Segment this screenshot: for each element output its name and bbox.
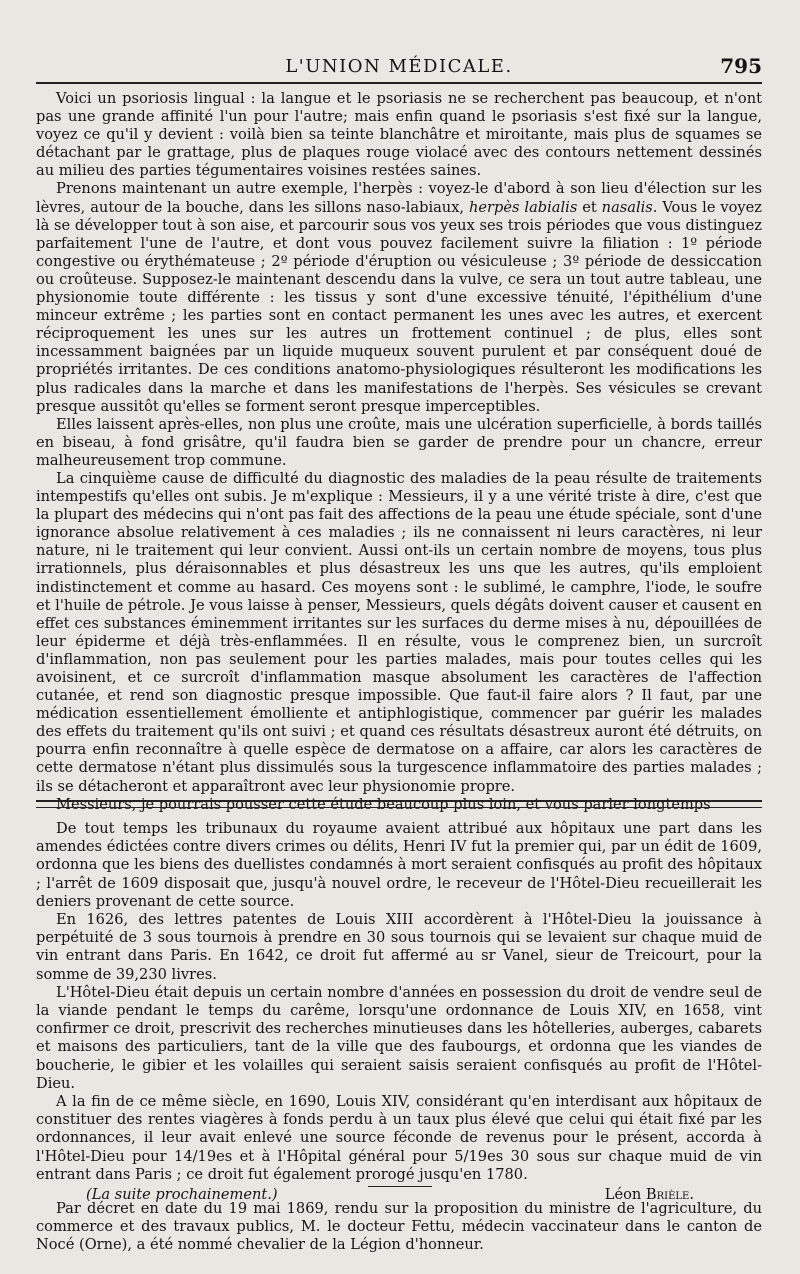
paragraph-hotel-dieu: L'Hôtel-Dieu était depuis un certain nombre d'années en possession du droit de vendre seul de la viande pendant le temps du carême, lorsqu'une ordonnance de Louis XIV, en 1658, vint confirmer ce droit, prescrivit des recherches minutieuses dans les hôtelleries, auberges, cabarets et maisons des particuliers, tant de la ville que des faubourgs, et ordonna que les viandes de boucherie, le gibier et les volailles qui seraient saisis seraient confisqués au profit de l'Hôtel-Dieu. <box>36 983 762 1092</box>
paragraph-messieurs: Messieurs, je pourrais pousser cette étude beaucoup plus loin, et vous parler longtemps <box>56 795 711 813</box>
herpes-text-b: Vous le voyez là se développer tout à son aise, et parcourir sous vos yeux ses trois périodes que vous distinguez parfaitement l'une de l'autre, et dont vous pouvez facilement suivre la filiation : 1º période congestive ou érythémateuse ; 2º période d'éruption ou vésiculeuse ; 3º période de dessiccation ou croûteuse. Supposez-le maintenant descendu dans la vulve, ce sera un tout autre tableau, une physionomie toute différente : les tissus y sont d'une excessive ténuité, l'épithélium d'une minceur extrême ; les parties sont en contact permanent les unes avec les autres, et exercent réciproquement les unes sur les autres un frottement continuel ; de plus, elles sont incessamment baignées par un liquide muqueux souvent purulent et par conséquent doué de propriétés irritantes. De ces conditions anatomo-physiologiques résulteront les modifications les plus radicales dans la marche et dans les manifestations de l'herpès. Ses vésicules se crevant presque aussitôt qu'elles se forment seront presque imperceptibles. <box>36 198 762 415</box>
paragraph-tribunaux: De tout temps les tribunaux du royaume avaient attribué aux hôpitaux une part dans les amendes édictées contre divers crimes ou délits, Henri IV fut la premier qui, par un édit de 1609, ordonna que les biens des duellistes condamnés à mort seraient confisqués au profit des hôpitaux ; l'arrêt de 1609 disposait que, jusqu'à nouvel ordre, le receveur de l'Hôtel-Dieu recueillerait les deniers provenant de cette source. <box>36 820 762 910</box>
feuilleton-divider <box>36 800 762 808</box>
paragraph-herpes <box>36 180 762 415</box>
paragraph-ulceration: Elles laissent après-elles, non plus une croûte, mais une ulcération superficielle, à bords taillés en biseau, à fond grisâtre, qu'il faudra bien se garder de prendre pour un chancre, erreur malheureusement trop commune. <box>36 415 762 469</box>
nasalis-term: nasalis. <box>601 198 658 216</box>
paragraph-1626: En 1626, des lettres patentes de Louis XIII accordèrent à l'Hôtel-Dieu la jouissance à perpétuité de 3 sous tournois à prendre en 30 sous tournois qui se levaient sur chaque muid de vin entrant dans Paris. En 1642, ce droit fut affermé au sr Vanel, sieur de Treicourt, pour la somme de 39,230 livres. <box>36 911 762 983</box>
paragraph-psoriasis: Voici un psoriosis lingual : la langue et le psoriasis ne se recherchent pas beaucoup, et n'ont pas une grande affinité l'un pour l'autre; mais enfin quand le psoriasis s'est fixé sur la langue, voyez ce qu'il y devient : voilà bien sa teinte blanchâtre et miroitante, mais plus de squames se détachant par le grattage, plus de plaques rouge violacé avec des contours nettement dessinés au milieu des parties tégumentaires voisines restées saines. <box>36 90 762 180</box>
header-rule <box>36 82 762 84</box>
herpes-et: et <box>577 198 602 216</box>
feuilleton-article <box>36 820 762 1206</box>
page-number: 795 <box>720 54 762 78</box>
paragraph-decret: Par décret en date du 19 mai 1869, rendu sur la proposition du ministre de l'agriculture, du commerce et des travaux publics, M. le docteur Fettu, médecin vaccinateur dans le canton de Nocé (Orne), a été nommé chevalier de la Légion d'honneur. <box>36 1200 762 1254</box>
page-header <box>36 52 762 82</box>
suite-note: (La suite prochainement.) <box>86 1186 278 1204</box>
main-article <box>36 90 762 814</box>
herpes-labialis-term: herpès labialis <box>469 198 578 216</box>
section-rule <box>368 1186 432 1187</box>
paragraph-1690: A la fin de ce même siècle, en 1690, Louis XIV, considérant qu'en interdisant aux hôpitaux de constituer des rentes viagères à fonds perdu à un taux plus élevé que celui qui était fixé par les ordonnances, il leur avait enlevé une source féconde de revenus pour le présent, accorda à l'Hôtel-Dieu pour 14/19es et à l'Hôpital général pour 5/19es 30 sous sur chaque muid de vin entrant dans Paris ; ce droit fut également prorogé jusqu'en 1780. <box>36 1093 762 1183</box>
author-first-name: Léon <box>604 1186 642 1204</box>
journal-title: L'UNION MÉDICALE. <box>285 56 513 77</box>
decret-notice <box>36 1200 762 1254</box>
paragraph-cinquieme-cause: La cinquième cause de difficulté du diagnostic des maladies de la peau résulte de traitements intempestifs qu'elles ont subis. Je m'explique : Messieurs, il y a une vérité triste à dire, c'est que la plupart des médecins qui n'ont pas fait des affections de la peau une étude spéciale, sont d'une ignorance absolue relativement à ces maladies ; ils ne connaissent ni leurs caractères, ni leur nature, ni le traitement qui leur convient. Aussi ont-ils un certain nombre de moyens, tous plus irrationnels, plus déraisonnables et plus désastreux les uns que les autres, qu'ils emploient indistinctement et comme au hasard. Ces moyens sont : le sublimé, le camphre, l'iode, le soufre et l'huile de pétrole. Je vous laisse à penser, Messieurs, quels dégâts doivent causer et causent en effet ces substances éminemment irritantes sur les surfaces du derme mises à nu, dépouillées de leur épiderme et déjà très-enflammées. Il en résulte, vous le comprenez bien, un surcroît d'inflammation, non pas seulement pour les parties malades, mais pour toutes celles qui les avoisinent, et ce surcroît d'inflammation masque absolument les caractères de l'affection cutanée, et rend son diagnostic presque impossible. Que faut-il faire alors ? Il faut, par une médication essentiellement émolliente et antiphlogistique, commencer par guérir les malades des effets du traitement qu'ils ont suivi ; et quand ces résultats désastreux auront été détruits, on pourra enfin reconnaître à quelle espèce de dermatose on a affaire, car alors les caractères de cette dermatose n'étant plus dissimulés sous la turgescence inflammatoire des parties malades ; ils se détacheront et apparaîtront avec leur physionomie propre. <box>36 469 762 795</box>
herpes-text-a: Prenons maintenant un autre exemple, l'herpès : voyez-le d'abord à son lieu d'élection sur les lèvres, autour de la bouche, dans les sillons naso-labiaux, <box>36 180 762 216</box>
author-last-name: Brièle. <box>645 1186 694 1204</box>
